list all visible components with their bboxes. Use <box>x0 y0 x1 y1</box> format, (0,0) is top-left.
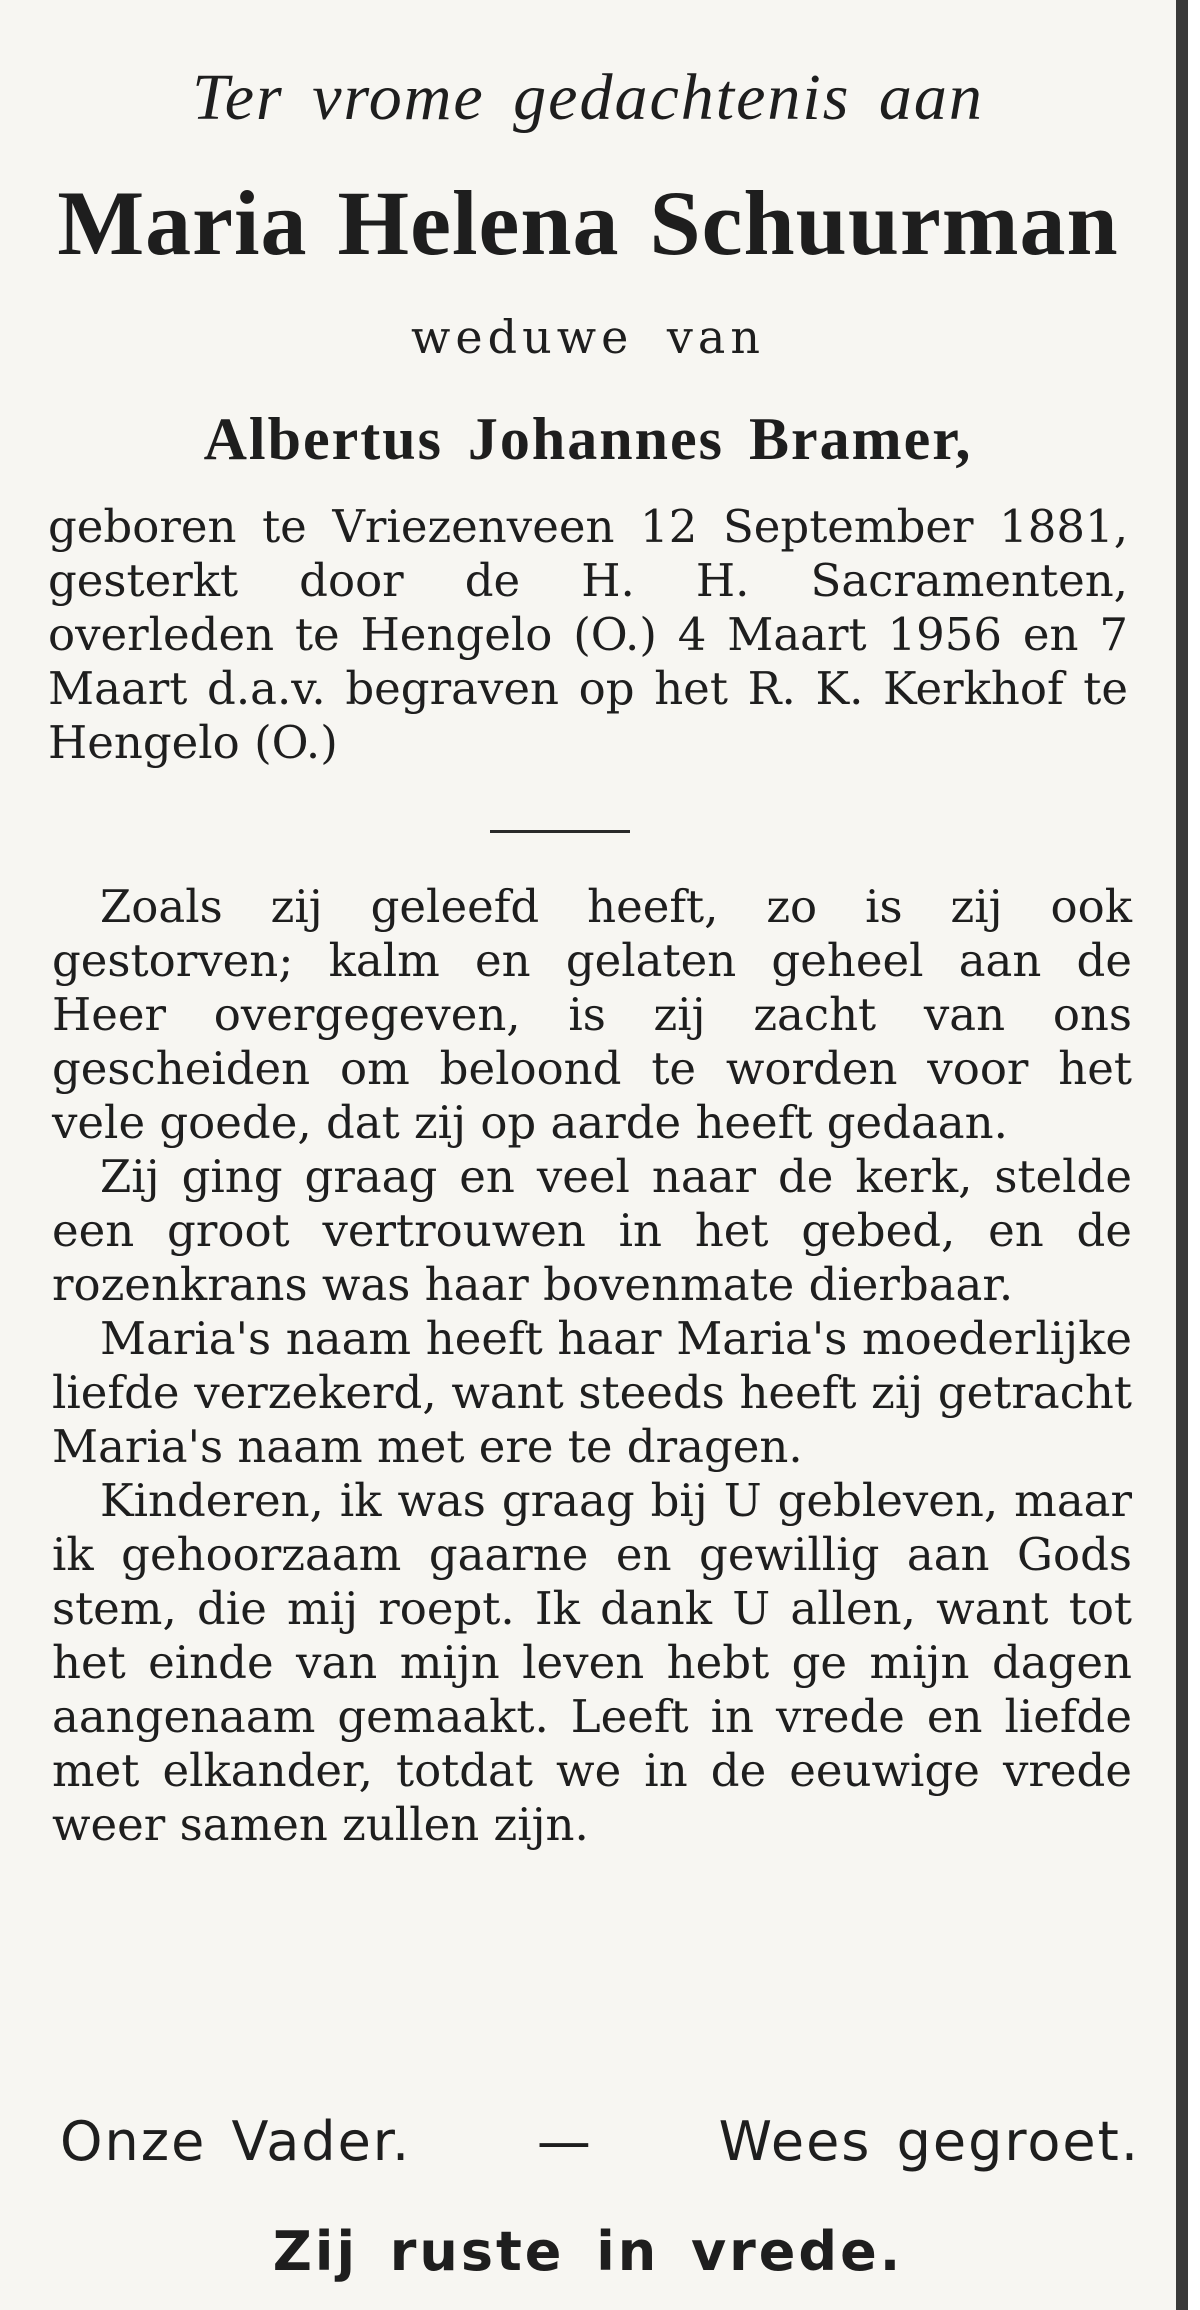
memorial-heading: Ter vrome gedachtenis aan <box>192 61 984 134</box>
prayers-line <box>60 2110 1140 2173</box>
prayer-our-father: Onze Vader. <box>60 2110 412 2173</box>
prayer-hail-mary: Wees gegroet. <box>718 2110 1140 2173</box>
widow-of-label: weduwe van <box>411 310 765 364</box>
biography-text: geboren te Vriezenveen 12 September 1881, gesterkt door de H. H. Sacramenten, overleden te Hengelo (O.) 4 Maart 1956 en 7 Maart d.a.v. begraven op het R. K. Kerkhof te Hengelo (O.) <box>48 500 1128 769</box>
paragraph-life: Zoals zij geleefd heeft, zo is zij ook gestorven; kalm en gelaten geheel aan de Heer overgegeven, is zij zacht van ons gescheiden om beloond te worden voor het vele goede, dat zij op aarde heeft gedaan. <box>52 880 1132 1149</box>
paragraph-church: Zij ging graag en veel naar de kerk, stelde een groot vertrouwen in het gebed, en de rozenkrans was haar bovenmate dierbaar. <box>52 1150 1132 1311</box>
memorial-text <box>52 880 1132 1852</box>
paragraph-farewell: Kinderen, ik was graag bij U gebleven, maar ik gehoorzaam gaarne en gewillig aan Gods stem, die mij roept. Ik dank U allen, want tot het einde van mijn leven hebt ge mijn dagen aangenaam gemaakt. Leeft in vrede en liefde met elkander, totdat we in de eeuwige vrede weer samen zullen zijn. <box>52 1474 1132 1851</box>
paragraph-maria: Maria's naam heeft haar Maria's moederlijke liefde verzekerd, want steeds heeft zij getracht Maria's naam met ere te dragen. <box>52 1312 1132 1473</box>
divider-line <box>490 830 630 833</box>
husband-name: Albertus Johannes Bramer, <box>203 406 973 472</box>
prayer-dash: — <box>536 2110 593 2173</box>
deceased-name: Maria Helena Schuurman <box>57 172 1119 274</box>
rest-in-peace: Zij ruste in vrede. <box>272 2220 904 2283</box>
